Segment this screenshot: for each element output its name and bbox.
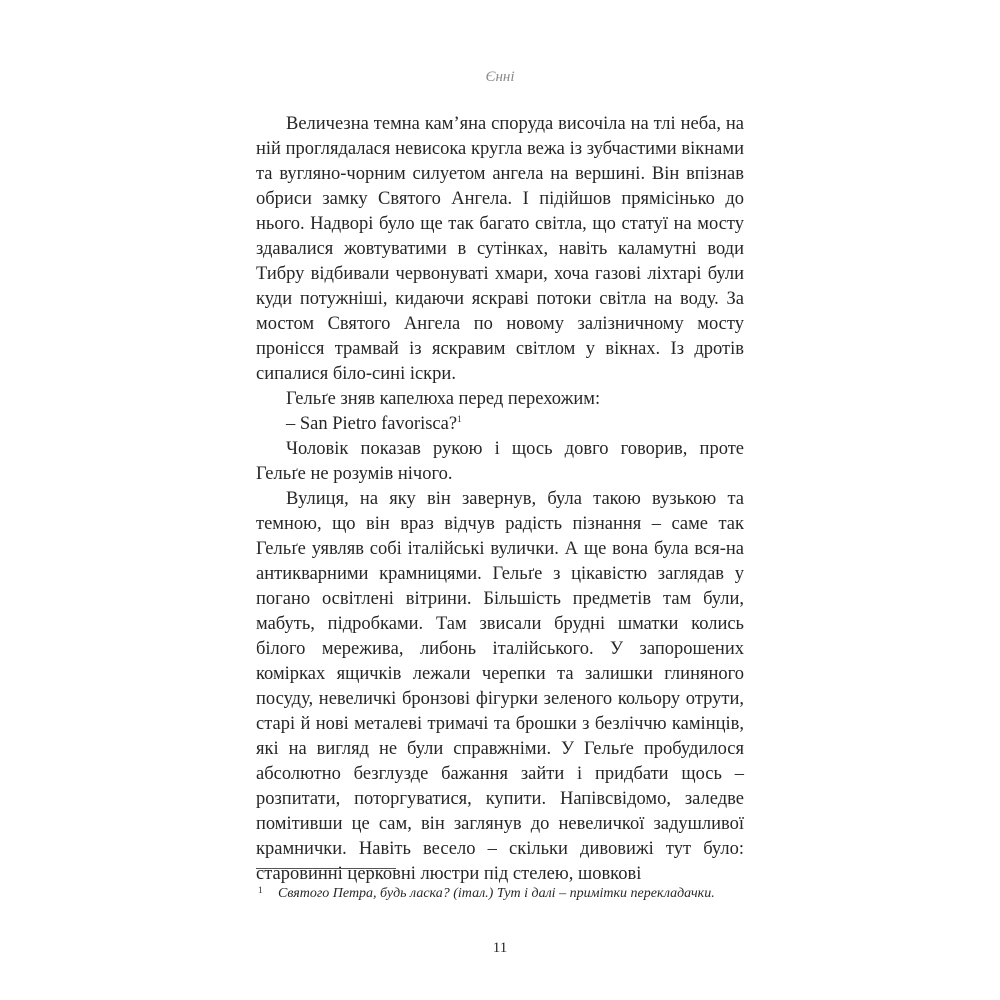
book-page: [256, 56, 744, 956]
page-number: 11: [492, 940, 508, 956]
paragraph: Гельґе зняв капелюха перед перехожим:: [286, 389, 601, 409]
body-text: [256, 112, 744, 887]
footnote-divider: [256, 868, 396, 869]
paragraph: Чоловік показав рукою і щось довго говорив, проте Гельґе не розумів нічого.: [256, 439, 744, 484]
footnote: [256, 884, 744, 903]
paragraph: Вулиця, на яку він завернув, була такою вузькою та темною, що він враз відчув радість пізнання – саме так Гельґе уявляв собі італійські вулички. А ще вона була вся-на антикварними крамницями. Гельґе з цікавістю заглядав у погано освітлені вітрини. Більшість предметів там були, мабуть, підробками. Там звисали брудні шматки колись білого мереживa, либонь італійського. У запорошених комірках ящичків лежали черепки та залишки глиняного посуду, невеличкі бронзові фігурки зеленого кольору отрути, старі й нові металеві тримачі та брошки з безліччю камінців, які на вигляд не були справжніми. У Гельґе пробудилося абсолютно безглузде бажання зайти і придбати щось – розпитати, поторгуватися, купити. Напівсвідомо, заледве помітивши це сам, він заглянув до невеличкої задушливої крамнички. Навіть весело – скільки дивовижі тут було: старовинні церковні люстри під стелею, шовкові: [256, 489, 744, 884]
footnote-reference: 1: [457, 413, 462, 424]
paragraph-text: – San Pietro favorisca?: [286, 414, 458, 434]
running-head: Єнні: [485, 69, 515, 85]
paragraph: Величезна темна кам’яна споруда височіла на тлі неба, на ній проглядалася невисока кругла вежа із зубчастими вікнами та вугляно-чорним силуетом ангела на вершині. Він впізнав обриси замку Святого Ангела. І підійшов прямісінько до нього. Надворі було ще так багато світла, що статуї на мосту здавалися жовтуватими в сутінках, навіть каламутні води Тибру відбивали червонуваті хмари, хоча газові ліхтарі були куди потужніші, кидаючи яскраві потоки світла на воду. За мостом Святого Ангела по новому залізничному мосту пронісся трамвай із яскравим світлом у вікнах. Із дротів сипалися біло-сині іскри.: [256, 114, 744, 384]
footnote-text: Святого Петра, будь ласка? (італ.) Тут і далі – примітки перекладачки.: [278, 886, 715, 901]
paragraph-with-footnote: [256, 412, 744, 437]
footnote-mark: 1: [258, 885, 263, 895]
